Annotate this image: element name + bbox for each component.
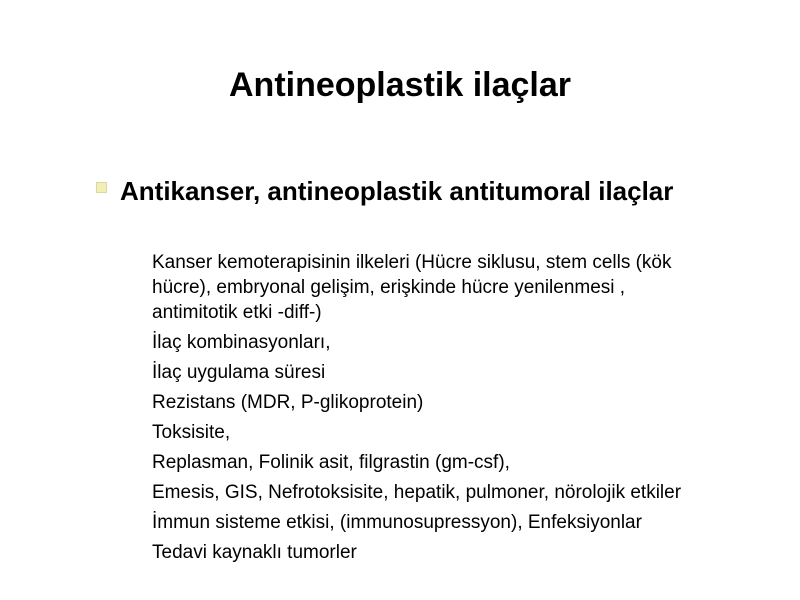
- sub-item: Emesis, GIS, Nefrotoksisite, hepatik, pulmoner, nörolojik etkiler: [152, 482, 682, 503]
- sub-item: Rezistans (MDR, P-glikoprotein): [152, 392, 424, 413]
- sub-item: Toksisite,: [152, 422, 231, 443]
- sub-item: İmmun sisteme etkisi, (immunosupressyon), Enfeksiyonlar: [152, 512, 642, 533]
- square-bullet-icon: [96, 182, 107, 193]
- sub-item-list: [152, 250, 712, 570]
- sub-item: Tedavi kaynaklı tumorler: [152, 542, 357, 563]
- slide-title: Antineoplastik ilaçlar: [229, 66, 571, 104]
- sub-item: Replasman, Folinik asit, filgrastin (gm-csf),: [152, 452, 510, 473]
- main-bullet-text: Antikanser, antineoplastik antitumoral ilaçlar: [120, 176, 674, 206]
- sub-item: İlaç kombinasyonları,: [152, 332, 331, 353]
- sub-item: İlaç uygulama süresi: [152, 362, 326, 383]
- sub-item: Kanser kemoterapisinin ilkeleri (Hücre siklusu, stem cells (kök hücre), embryonal gelişim, erişkinde hücre yenilenmesi , antimitotik etki -diff-): [152, 252, 672, 323]
- main-bullet: [96, 174, 736, 208]
